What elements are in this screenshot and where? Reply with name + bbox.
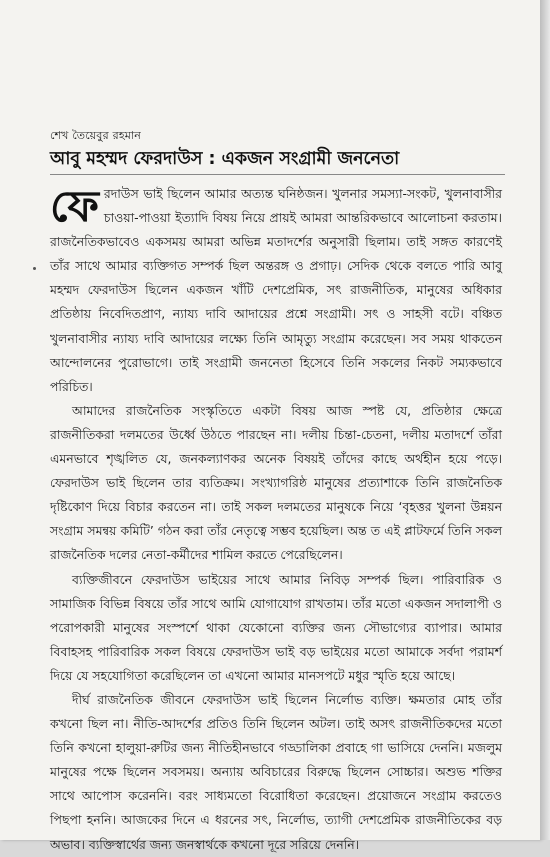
speck xyxy=(33,267,36,270)
paragraph-3: ব্যক্তিজীবনে ফেরদাউস ভাইয়ের সাথে আমার নিবিড় সম্পর্ক ছিল। পারিবারিক ও সামাজিক বিভিন্ন বিষয়ে তাঁর সাথে আমি যোগাযোগ রাখতাম। তাঁর মতো একজন সদালাপী ও পরোপকারী মানুষের সংস্পর্শে থাকা যেকোনো ব্যক্তির জন্য সৌভাগ্যের ব্যাপার। আমার বিবাহসহ পারিবারিক সকল বিষয়ে ফেরদাউস ভাই বড় ভাইয়ের মতো আমাকে সর্বদা পরামর্শ দিয়ে যে সহযোগিতা করেছিলেন তা এখনো আমার মানসপটে মধুর স্মৃতি হয়ে আছে। xyxy=(50,571,502,683)
author-name: শেখ তৈয়েবুর রহমান xyxy=(50,129,142,142)
article-title: আবু মহম্মদ ফেরদাউস : একজন সংগ্রামী জননেতা xyxy=(50,149,400,169)
paragraph-1 xyxy=(50,182,502,399)
paragraph-2: আমাদের রাজনৈতিক সংস্কৃতিতে একটা বিষয় আজ স্পষ্ট যে, প্রতিষ্ঠার ক্ষেত্রে রাজনীতিকরা দলমতের উর্ধ্বে উঠতে পারছেন না। দলীয় চিন্তা-চেতনা, দলীয় মতাদর্শে তাঁরা এমনভাবে শৃঙ্খলিত যে, জনকল্যাণকর অনেক বিষয়ই তাঁদের কাছে অর্থহীন হয়ে পড়ে। ফেরদাউস ভাই ছিলেন তার ব্যতিক্রম। সংখ্যাগরিষ্ঠ মানুষের প্রত্যাশাকে তিনি রাজনৈতিক দৃষ্টিকোণ দিয়ে বিচার করতেন না। তাই সকল দলমতের মানুষকে নিয়ে ‘বৃহত্তর খুলনা উন্নয়ন সংগ্রাম সমন্বয় কমিটি’ গঠন করা তাঁর নেতৃত্বে সম্ভব হয়েছিল। অন্ত ত এই প্লাটফর্মে তিনি সকল রাজনৈতিক দলের নেতা-কর্মীদের শামিল করতে পেরেছিলেন। xyxy=(50,402,502,563)
drop-cap: ফে xyxy=(50,182,99,232)
title-underline xyxy=(50,174,505,175)
paragraph-4: দীর্ঘ রাজনৈতিক জীবনে ফেরদাউস ভাই ছিলেন নির্লোভ ব্যক্তি। ক্ষমতার মোহ তাঁর কখনো ছিল না। নীতি-আদর্শের প্রতিও তিনি ছিলেন অটল। তাই অসৎ রাজনীতিকদের মতো তিনি কখনো হালুয়া-রুটির জন্য নীতিহীনভাবে গড্ডালিকা প্রবাহে গা ভাসিয়ে দেননি। মজলুম মানুষের পক্ষে ছিলেন সবসময়। অন্যায় অবিচারের বিরুদ্ধে ছিলেন সোচ্চার। অশুভ শক্তির সাথে আপোস করেননি। বরং সাধ্যমতো বিরোধিতা করেছেন। প্রয়োজনে সংগ্রাম করতেও পিছপা হননি। আজকের দিনে এ ধরনের সৎ, নির্লোভ, ত্যাগী দেশপ্রেমিক রাজনীতিকের বড় অভাব। ব্যক্তিস্বার্থের জন্য জনস্বার্থকে কখনো দূরে সরিয়ে দেননি। xyxy=(50,691,502,852)
article-body xyxy=(50,182,502,857)
page-edge xyxy=(540,0,550,840)
paragraph-1-text: রদাউস ভাই ছিলেন আমার অত্যন্ত ঘনিষ্ঠজন। খুলনার সমস্যা-সংকট, খুলনাবাসীর চাওয়া-পাওয়া ইত্যাদি বিষয় নিয়ে প্রায়ই আমরা আন্তরিকভাবে আলোচনা করতাম। রাজনৈতিকভাবেও একসময় আমরা অভিন্ন মতাদর্শের অনুসারী ছিলাম। তাই সঙ্গত কারণেই তাঁর সাথে আমার ব্যক্তিগত সম্পর্ক ছিল অন্তরঙ্গ ও প্রগাঢ়। সেদিক থেকে বলতে পারি আবু মহম্মদ ফেরদাউস ছিলেন একজন খাঁটি দেশপ্রেমিক, সৎ রাজনীতিক, মানুষের অধিকার প্রতিষ্ঠায় নিবেদিতপ্রাণ, ন্যায্য দাবি আদায়ের প্রশ্নে সংগ্রামী। সৎ ও সাহসী বটে। বঞ্চিত খুলনাবাসীর ন্যায্য দাবি আদায়ের লক্ষ্যে তিনি আমৃত্যু সংগ্রাম করেছেন। সব সময় থাকতেন আন্দোলনের পুরোভাগে। তাই সংগ্রামী জননেতা হিসেবে তিনি সকলের নিকট সম্যকভাবে পরিচিত। xyxy=(50,186,502,394)
